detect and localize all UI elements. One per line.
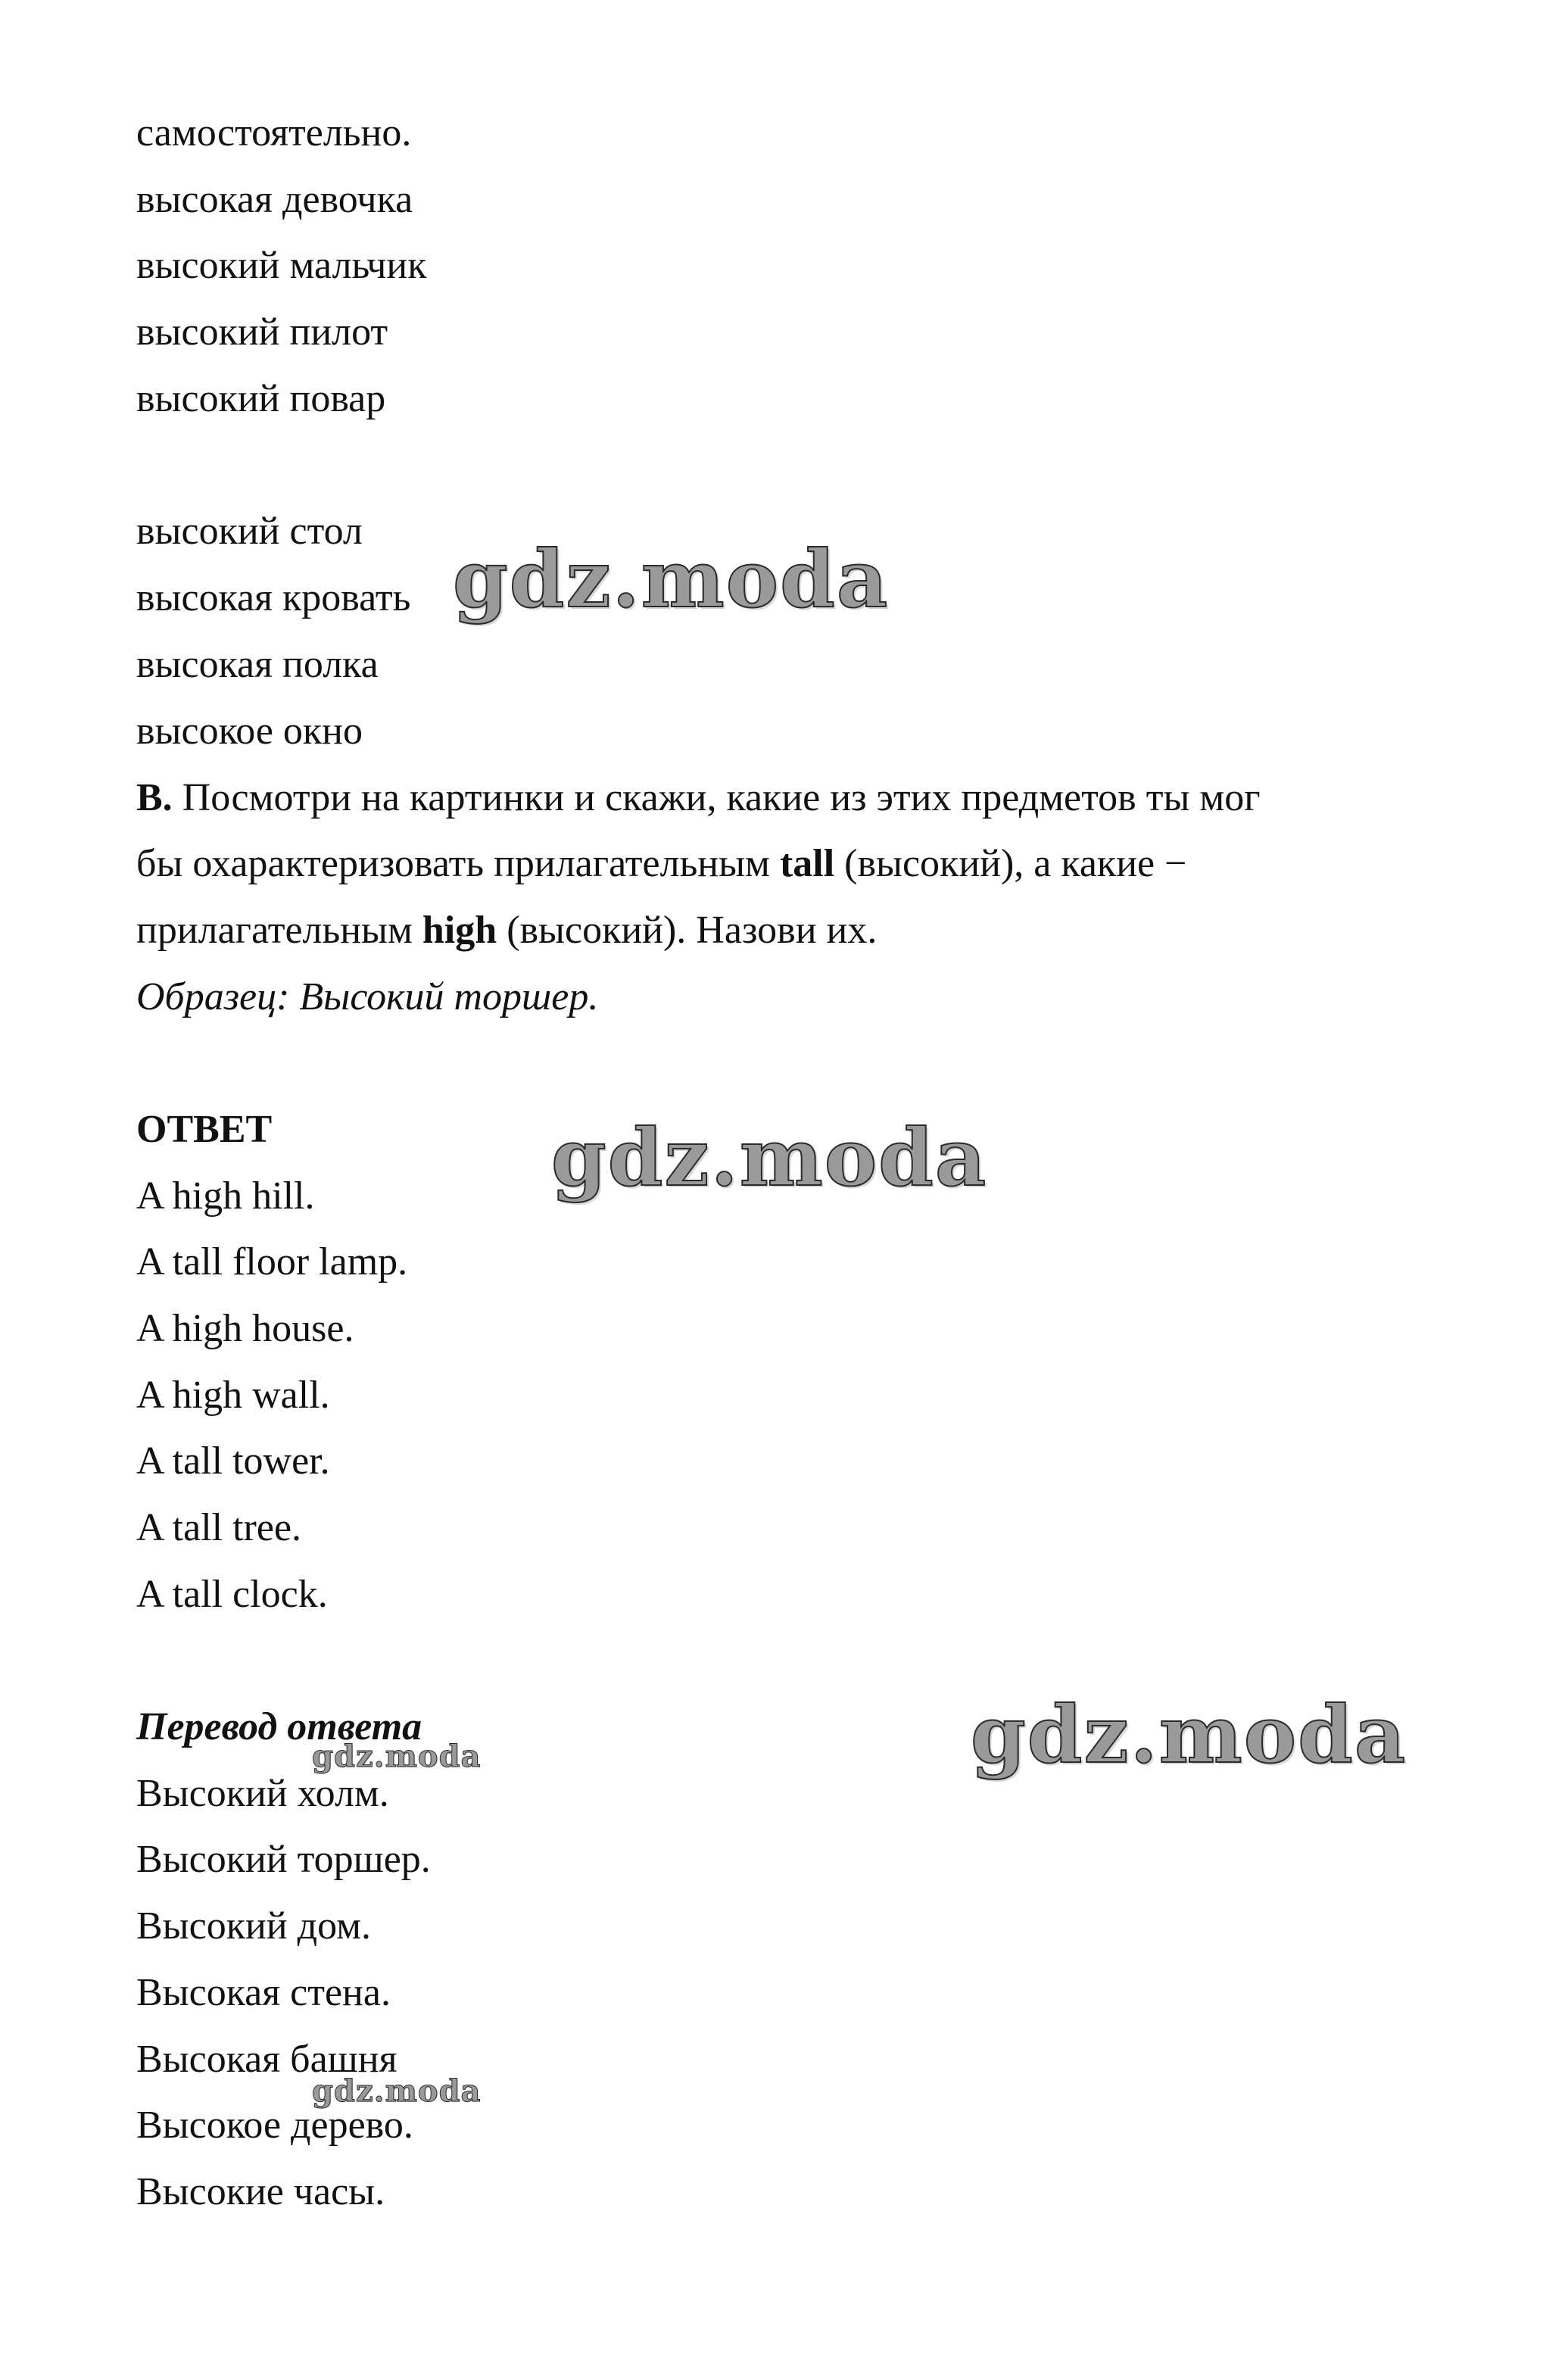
translation-item: Высокий дом. xyxy=(136,1904,371,1948)
text-line: самостоятельно. xyxy=(136,111,412,154)
text-line: высокая кровать xyxy=(136,576,411,619)
answer-item: A high wall. xyxy=(136,1374,330,1417)
watermark: gdz.moda xyxy=(971,1688,1407,1781)
text-line: высокий повар xyxy=(136,377,386,420)
task-line-3 xyxy=(136,908,877,953)
task-label: B. xyxy=(136,776,173,819)
text-line: высокое окно xyxy=(136,710,363,753)
keyword-tall: tall xyxy=(779,842,835,885)
answer-item: A high house. xyxy=(136,1307,354,1350)
translation-item: Высокие часы. xyxy=(136,2170,385,2213)
task-text: (высокий), а какие − xyxy=(834,842,1187,885)
task-line-2 xyxy=(136,841,1186,887)
task-text: бы охарактеризовать прилагательным xyxy=(136,842,780,885)
answer-item: A tall tree. xyxy=(136,1506,302,1549)
answer-item: A high hill. xyxy=(136,1174,315,1218)
watermark: gdz.moda xyxy=(551,1111,988,1204)
task-line-1 xyxy=(136,775,1261,821)
text-line: высокий стол xyxy=(136,510,363,553)
task-example: Образец: Высокий торшер. xyxy=(136,975,599,1018)
text-line: высокая полка xyxy=(136,643,379,686)
translation-heading: Перевод ответа xyxy=(136,1705,422,1748)
translation-item: Высокое дерево. xyxy=(136,2104,413,2147)
answer-heading: ОТВЕТ xyxy=(136,1108,273,1151)
task-text: прилагательным xyxy=(136,909,422,952)
translation-item: Высокая стена. xyxy=(136,1971,391,2014)
translation-item: Высокий торшер. xyxy=(136,1838,431,1881)
keyword-high: high xyxy=(422,909,497,952)
task-text: (высокий). Назови их. xyxy=(497,909,878,952)
watermark: gdz.moda xyxy=(312,2073,482,2109)
task-text: Посмотри на картинки и скажи, какие из этих предметов ты мог xyxy=(182,776,1261,819)
translation-item: Высокий холм. xyxy=(136,1772,389,1815)
translation-item: Высокая башня xyxy=(136,2038,397,2081)
answer-item: A tall tower. xyxy=(136,1439,330,1483)
text-line: высокая девочка xyxy=(136,178,413,221)
text-line: высокий мальчик xyxy=(136,244,427,287)
answer-item: A tall floor lamp. xyxy=(136,1240,408,1283)
watermark: gdz.moda xyxy=(453,532,890,625)
text-line: высокий пилот xyxy=(136,310,388,354)
answer-item: A tall clock. xyxy=(136,1573,328,1616)
watermark: gdz.moda xyxy=(312,1739,482,1774)
